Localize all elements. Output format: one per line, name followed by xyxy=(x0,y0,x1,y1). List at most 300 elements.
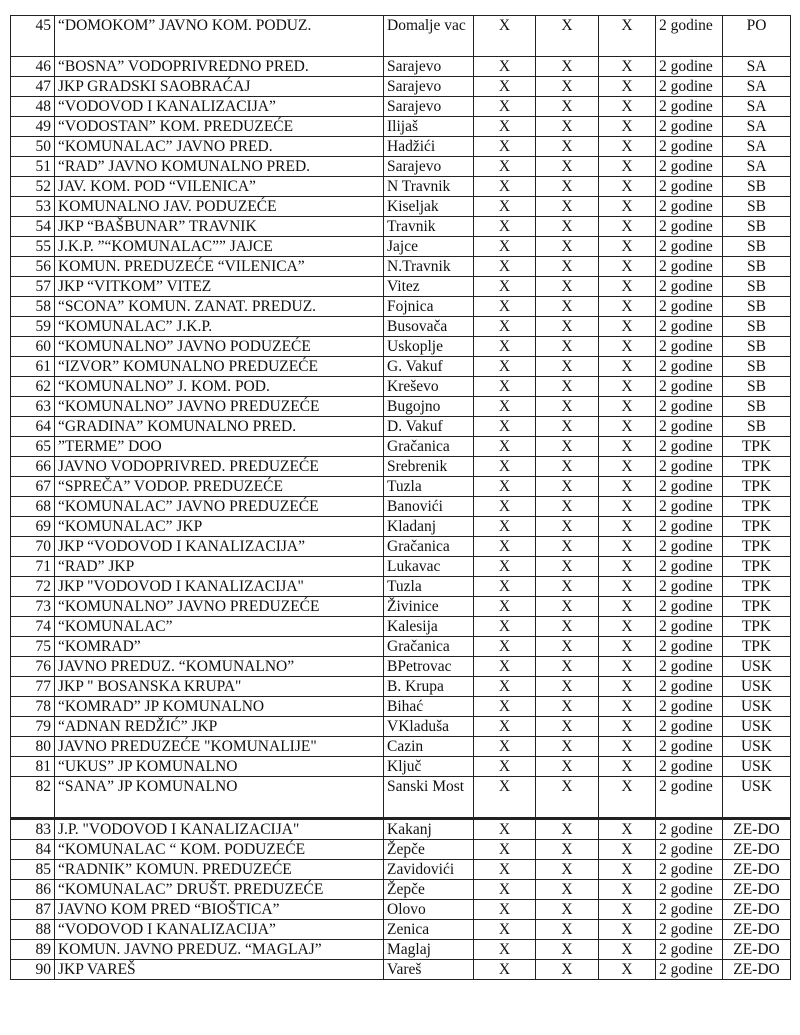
table-row xyxy=(11,277,791,297)
organization-name: KOMUNALNO JAV. PODUZEĆE xyxy=(55,197,384,217)
table-row xyxy=(11,757,791,777)
mark-col-3: X xyxy=(599,477,656,497)
row-number: 79 xyxy=(11,717,55,737)
row-number: 53 xyxy=(11,197,55,217)
mark-col-3: X xyxy=(599,97,656,117)
city-name: Ključ xyxy=(384,757,474,777)
row-number: 76 xyxy=(11,657,55,677)
organization-name: “SANA” JP KOMUNALNO xyxy=(55,777,384,819)
mark-col-1: X xyxy=(474,157,536,177)
mark-col-3: X xyxy=(599,417,656,437)
city-name: Domalje vac xyxy=(384,16,474,57)
row-number: 48 xyxy=(11,97,55,117)
row-number: 88 xyxy=(11,920,55,940)
region-code: TPK xyxy=(723,477,791,497)
mark-col-2: X xyxy=(536,77,599,97)
organization-name: KOMUN. PREDUZEĆE “VILENICA” xyxy=(55,257,384,277)
table-row xyxy=(11,77,791,97)
row-number: 74 xyxy=(11,617,55,637)
region-code: ZE-DO xyxy=(723,960,791,980)
row-number: 63 xyxy=(11,397,55,417)
duration: 2 godine xyxy=(656,880,723,900)
row-number: 82 xyxy=(11,777,55,819)
duration: 2 godine xyxy=(656,117,723,137)
mark-col-1: X xyxy=(474,497,536,517)
mark-col-3: X xyxy=(599,237,656,257)
mark-col-1: X xyxy=(474,577,536,597)
organization-name: “KOMUNALAC” DRUŠT. PREDUZEĆE xyxy=(55,880,384,900)
city-name: Kladanj xyxy=(384,517,474,537)
organization-name: “ADNAN REDŽIĆ” JKP xyxy=(55,717,384,737)
table-body xyxy=(11,16,791,980)
organization-name: “VODOVOD I KANALIZACIJA” xyxy=(55,920,384,940)
region-code: SA xyxy=(723,97,791,117)
city-name: Uskoplje xyxy=(384,337,474,357)
city-name: N.Travnik xyxy=(384,257,474,277)
region-code: SB xyxy=(723,257,791,277)
mark-col-2: X xyxy=(536,397,599,417)
table-row xyxy=(11,920,791,940)
table-row xyxy=(11,337,791,357)
region-code: USK xyxy=(723,697,791,717)
organization-name: “KOMUNALAC” JAVNO PRED. xyxy=(55,137,384,157)
mark-col-1: X xyxy=(474,77,536,97)
duration: 2 godine xyxy=(656,77,723,97)
mark-col-2: X xyxy=(536,497,599,517)
city-name: Sarajevo xyxy=(384,57,474,77)
mark-col-1: X xyxy=(474,217,536,237)
region-code: SB xyxy=(723,277,791,297)
table-row xyxy=(11,597,791,617)
city-name: Olovo xyxy=(384,900,474,920)
table-row xyxy=(11,900,791,920)
mark-col-2: X xyxy=(536,717,599,737)
organization-name: “VODOSTAN” KOM. PREDUZEĆE xyxy=(55,117,384,137)
mark-col-3: X xyxy=(599,397,656,417)
organization-name: KOMUN. JAVNO PREDUZ. “MAGLAJ” xyxy=(55,940,384,960)
organization-name: “IZVOR” KOMUNALNO PREDUZEĆE xyxy=(55,357,384,377)
mark-col-1: X xyxy=(474,860,536,880)
row-number: 77 xyxy=(11,677,55,697)
mark-col-1: X xyxy=(474,357,536,377)
mark-col-2: X xyxy=(536,257,599,277)
row-number: 78 xyxy=(11,697,55,717)
mark-col-3: X xyxy=(599,617,656,637)
mark-col-1: X xyxy=(474,97,536,117)
region-code: SB xyxy=(723,177,791,197)
duration: 2 godine xyxy=(656,819,723,840)
organization-name: “SCONA” KOMUN. ZANAT. PREDUZ. xyxy=(55,297,384,317)
mark-col-1: X xyxy=(474,277,536,297)
region-code: SA xyxy=(723,77,791,97)
mark-col-1: X xyxy=(474,677,536,697)
city-name: Kakanj xyxy=(384,819,474,840)
city-name: Gračanica xyxy=(384,437,474,457)
mark-col-1: X xyxy=(474,377,536,397)
mark-col-1: X xyxy=(474,397,536,417)
row-number: 90 xyxy=(11,960,55,980)
region-code: SB xyxy=(723,217,791,237)
duration: 2 godine xyxy=(656,557,723,577)
row-number: 69 xyxy=(11,517,55,537)
mark-col-3: X xyxy=(599,577,656,597)
mark-col-1: X xyxy=(474,960,536,980)
organization-name: JAVNO KOM PRED “BIOŠTICA” xyxy=(55,900,384,920)
duration: 2 godine xyxy=(656,57,723,77)
organization-name: JAVNO VODOPRIVRED. PREDUZEĆE xyxy=(55,457,384,477)
city-name: Zavidovići xyxy=(384,860,474,880)
organization-name: “GRADINA” KOMUNALNO PRED. xyxy=(55,417,384,437)
mark-col-3: X xyxy=(599,497,656,517)
region-code: SB xyxy=(723,377,791,397)
row-number: 60 xyxy=(11,337,55,357)
table-row xyxy=(11,860,791,880)
city-name: Sanski Most xyxy=(384,777,474,819)
duration: 2 godine xyxy=(656,397,723,417)
table-row xyxy=(11,417,791,437)
region-code: USK xyxy=(723,657,791,677)
mark-col-1: X xyxy=(474,597,536,617)
organization-name: “KOMUNALAC” JKP xyxy=(55,517,384,537)
mark-col-2: X xyxy=(536,819,599,840)
table-row xyxy=(11,617,791,637)
city-name: Srebrenik xyxy=(384,457,474,477)
organization-name: J.P. "VODOVOD I KANALIZACIJA" xyxy=(55,819,384,840)
duration: 2 godine xyxy=(656,860,723,880)
row-number: 61 xyxy=(11,357,55,377)
region-code: ZE-DO xyxy=(723,900,791,920)
mark-col-2: X xyxy=(536,377,599,397)
mark-col-3: X xyxy=(599,900,656,920)
duration: 2 godine xyxy=(656,137,723,157)
mark-col-1: X xyxy=(474,637,536,657)
mark-col-2: X xyxy=(536,757,599,777)
table-row xyxy=(11,457,791,477)
organization-name: JKP VAREŠ xyxy=(55,960,384,980)
mark-col-1: X xyxy=(474,757,536,777)
organization-name: JAVNO PREDUZ. “KOMUNALNO” xyxy=(55,657,384,677)
duration: 2 godine xyxy=(656,777,723,819)
row-number: 86 xyxy=(11,880,55,900)
row-number: 56 xyxy=(11,257,55,277)
city-name: Bugojno xyxy=(384,397,474,417)
mark-col-1: X xyxy=(474,317,536,337)
duration: 2 godine xyxy=(656,417,723,437)
organization-name: JKP “VITKOM” VITEZ xyxy=(55,277,384,297)
row-number: 83 xyxy=(11,819,55,840)
city-name: Kreševo xyxy=(384,377,474,397)
table-row xyxy=(11,657,791,677)
table-row xyxy=(11,117,791,137)
region-code: PO xyxy=(723,16,791,57)
city-name: Cazin xyxy=(384,737,474,757)
mark-col-3: X xyxy=(599,880,656,900)
mark-col-3: X xyxy=(599,357,656,377)
duration: 2 godine xyxy=(656,657,723,677)
row-number: 71 xyxy=(11,557,55,577)
duration: 2 godine xyxy=(656,617,723,637)
row-number: 80 xyxy=(11,737,55,757)
table-row xyxy=(11,960,791,980)
mark-col-3: X xyxy=(599,317,656,337)
table-row xyxy=(11,237,791,257)
region-code: TPK xyxy=(723,577,791,597)
mark-col-1: X xyxy=(474,197,536,217)
duration: 2 godine xyxy=(656,357,723,377)
region-code: SB xyxy=(723,197,791,217)
mark-col-2: X xyxy=(536,860,599,880)
mark-col-3: X xyxy=(599,860,656,880)
city-name: Travnik xyxy=(384,217,474,237)
region-code: TPK xyxy=(723,457,791,477)
region-code: ZE-DO xyxy=(723,940,791,960)
mark-col-1: X xyxy=(474,880,536,900)
city-name: Gračanica xyxy=(384,537,474,557)
row-number: 46 xyxy=(11,57,55,77)
table-row xyxy=(11,677,791,697)
mark-col-2: X xyxy=(536,417,599,437)
row-number: 65 xyxy=(11,437,55,457)
row-number: 45 xyxy=(11,16,55,57)
mark-col-2: X xyxy=(536,537,599,557)
city-name: N Travnik xyxy=(384,177,474,197)
mark-col-2: X xyxy=(536,517,599,537)
mark-col-3: X xyxy=(599,537,656,557)
table-row xyxy=(11,437,791,457)
city-name: Jajce xyxy=(384,237,474,257)
region-code: SB xyxy=(723,237,791,257)
city-name: Sarajevo xyxy=(384,77,474,97)
duration: 2 godine xyxy=(656,737,723,757)
region-code: SA xyxy=(723,57,791,77)
mark-col-1: X xyxy=(474,437,536,457)
mark-col-1: X xyxy=(474,900,536,920)
table-row xyxy=(11,840,791,860)
organization-name: “KOMUNALAC” xyxy=(55,617,384,637)
city-name: Busovača xyxy=(384,317,474,337)
registry-table xyxy=(10,15,791,980)
organization-name: “KOMUNALAC” JAVNO PREDUZEĆE xyxy=(55,497,384,517)
mark-col-2: X xyxy=(536,217,599,237)
duration: 2 godine xyxy=(656,217,723,237)
mark-col-2: X xyxy=(536,920,599,940)
mark-col-2: X xyxy=(536,177,599,197)
row-number: 68 xyxy=(11,497,55,517)
row-number: 49 xyxy=(11,117,55,137)
mark-col-1: X xyxy=(474,557,536,577)
row-number: 59 xyxy=(11,317,55,337)
region-code: SB xyxy=(723,337,791,357)
table-row xyxy=(11,880,791,900)
mark-col-1: X xyxy=(474,477,536,497)
region-code: SA xyxy=(723,157,791,177)
organization-name: JKP GRADSKI SAOBRAĆAJ xyxy=(55,77,384,97)
table-row xyxy=(11,16,791,57)
city-name: Žepče xyxy=(384,840,474,860)
duration: 2 godine xyxy=(656,477,723,497)
mark-col-1: X xyxy=(474,537,536,557)
region-code: ZE-DO xyxy=(723,840,791,860)
table-row xyxy=(11,717,791,737)
table-row xyxy=(11,637,791,657)
mark-col-3: X xyxy=(599,197,656,217)
table-row xyxy=(11,157,791,177)
city-name: Maglaj xyxy=(384,940,474,960)
mark-col-3: X xyxy=(599,16,656,57)
city-name: Sarajevo xyxy=(384,97,474,117)
table-row xyxy=(11,357,791,377)
city-name: Banovići xyxy=(384,497,474,517)
organization-name: “RAD” JAVNO KOMUNALNO PRED. xyxy=(55,157,384,177)
city-name: Tuzla xyxy=(384,477,474,497)
city-name: Tuzla xyxy=(384,577,474,597)
duration: 2 godine xyxy=(656,717,723,737)
duration: 2 godine xyxy=(656,597,723,617)
mark-col-1: X xyxy=(474,920,536,940)
region-code: TPK xyxy=(723,557,791,577)
mark-col-3: X xyxy=(599,960,656,980)
organization-name: “RADNIK” KOMUN. PREDUZEĆE xyxy=(55,860,384,880)
duration: 2 godine xyxy=(656,317,723,337)
table-row xyxy=(11,297,791,317)
region-code: TPK xyxy=(723,517,791,537)
organization-name: JKP “VODOVOD I KANALIZACIJA” xyxy=(55,537,384,557)
region-code: TPK xyxy=(723,497,791,517)
duration: 2 godine xyxy=(656,920,723,940)
duration: 2 godine xyxy=(656,497,723,517)
mark-col-1: X xyxy=(474,697,536,717)
organization-name: JKP “BAŠBUNAR” TRAVNIK xyxy=(55,217,384,237)
mark-col-2: X xyxy=(536,737,599,757)
mark-col-1: X xyxy=(474,257,536,277)
region-code: TPK xyxy=(723,617,791,637)
row-number: 75 xyxy=(11,637,55,657)
mark-col-1: X xyxy=(474,840,536,860)
row-number: 55 xyxy=(11,237,55,257)
table-row xyxy=(11,777,791,819)
mark-col-3: X xyxy=(599,137,656,157)
duration: 2 godine xyxy=(656,257,723,277)
mark-col-1: X xyxy=(474,657,536,677)
duration: 2 godine xyxy=(656,677,723,697)
mark-col-2: X xyxy=(536,677,599,697)
mark-col-3: X xyxy=(599,737,656,757)
city-name: Sarajevo xyxy=(384,157,474,177)
mark-col-1: X xyxy=(474,57,536,77)
duration: 2 godine xyxy=(656,637,723,657)
mark-col-1: X xyxy=(474,517,536,537)
mark-col-1: X xyxy=(474,777,536,819)
table-row xyxy=(11,97,791,117)
city-name: Bihać xyxy=(384,697,474,717)
mark-col-2: X xyxy=(536,657,599,677)
mark-col-2: X xyxy=(536,840,599,860)
duration: 2 godine xyxy=(656,457,723,477)
city-name: B. Krupa xyxy=(384,677,474,697)
organization-name: “SPREČA” VODOP. PREDUZEĆE xyxy=(55,477,384,497)
duration: 2 godine xyxy=(656,900,723,920)
city-name: Hadžići xyxy=(384,137,474,157)
duration: 2 godine xyxy=(656,577,723,597)
table-row xyxy=(11,197,791,217)
mark-col-3: X xyxy=(599,717,656,737)
city-name: Vitez xyxy=(384,277,474,297)
region-code: ZE-DO xyxy=(723,920,791,940)
duration: 2 godine xyxy=(656,237,723,257)
duration: 2 godine xyxy=(656,960,723,980)
duration: 2 godine xyxy=(656,697,723,717)
mark-col-3: X xyxy=(599,657,656,677)
duration: 2 godine xyxy=(656,337,723,357)
mark-col-3: X xyxy=(599,77,656,97)
region-code: TPK xyxy=(723,537,791,557)
region-code: SB xyxy=(723,317,791,337)
mark-col-1: X xyxy=(474,237,536,257)
city-name: Kalesija xyxy=(384,617,474,637)
mark-col-2: X xyxy=(536,457,599,477)
row-number: 50 xyxy=(11,137,55,157)
duration: 2 godine xyxy=(656,277,723,297)
mark-col-3: X xyxy=(599,177,656,197)
mark-col-3: X xyxy=(599,457,656,477)
city-name: Fojnica xyxy=(384,297,474,317)
row-number: 64 xyxy=(11,417,55,437)
organization-name: JAVNO PREDUZEĆE "KOMUNALIJE" xyxy=(55,737,384,757)
mark-col-1: X xyxy=(474,137,536,157)
duration: 2 godine xyxy=(656,757,723,777)
duration: 2 godine xyxy=(656,940,723,960)
mark-col-2: X xyxy=(536,637,599,657)
table-row xyxy=(11,257,791,277)
mark-col-1: X xyxy=(474,177,536,197)
duration: 2 godine xyxy=(656,157,723,177)
mark-col-1: X xyxy=(474,457,536,477)
mark-col-1: X xyxy=(474,737,536,757)
row-number: 67 xyxy=(11,477,55,497)
row-number: 57 xyxy=(11,277,55,297)
organization-name: “KOMRAD” JP KOMUNALNO xyxy=(55,697,384,717)
mark-col-2: X xyxy=(536,197,599,217)
mark-col-2: X xyxy=(536,437,599,457)
duration: 2 godine xyxy=(656,537,723,557)
region-code: SB xyxy=(723,297,791,317)
mark-col-2: X xyxy=(536,357,599,377)
mark-col-2: X xyxy=(536,97,599,117)
table-row xyxy=(11,537,791,557)
region-code: TPK xyxy=(723,597,791,617)
mark-col-2: X xyxy=(536,960,599,980)
mark-col-3: X xyxy=(599,277,656,297)
mark-col-3: X xyxy=(599,597,656,617)
mark-col-1: X xyxy=(474,297,536,317)
organization-name: ”TERME” DOO xyxy=(55,437,384,457)
table-row xyxy=(11,819,791,840)
mark-col-2: X xyxy=(536,317,599,337)
city-name: D. Vakuf xyxy=(384,417,474,437)
city-name: Ilijaš xyxy=(384,117,474,137)
region-code: TPK xyxy=(723,637,791,657)
mark-col-2: X xyxy=(536,57,599,77)
organization-name: JKP "VODOVOD I KANALIZACIJA" xyxy=(55,577,384,597)
organization-name: “KOMUNALAC” J.K.P. xyxy=(55,317,384,337)
mark-col-3: X xyxy=(599,517,656,537)
mark-col-3: X xyxy=(599,117,656,137)
row-number: 85 xyxy=(11,860,55,880)
mark-col-1: X xyxy=(474,717,536,737)
duration: 2 godine xyxy=(656,16,723,57)
mark-col-1: X xyxy=(474,940,536,960)
region-code: USK xyxy=(723,737,791,757)
